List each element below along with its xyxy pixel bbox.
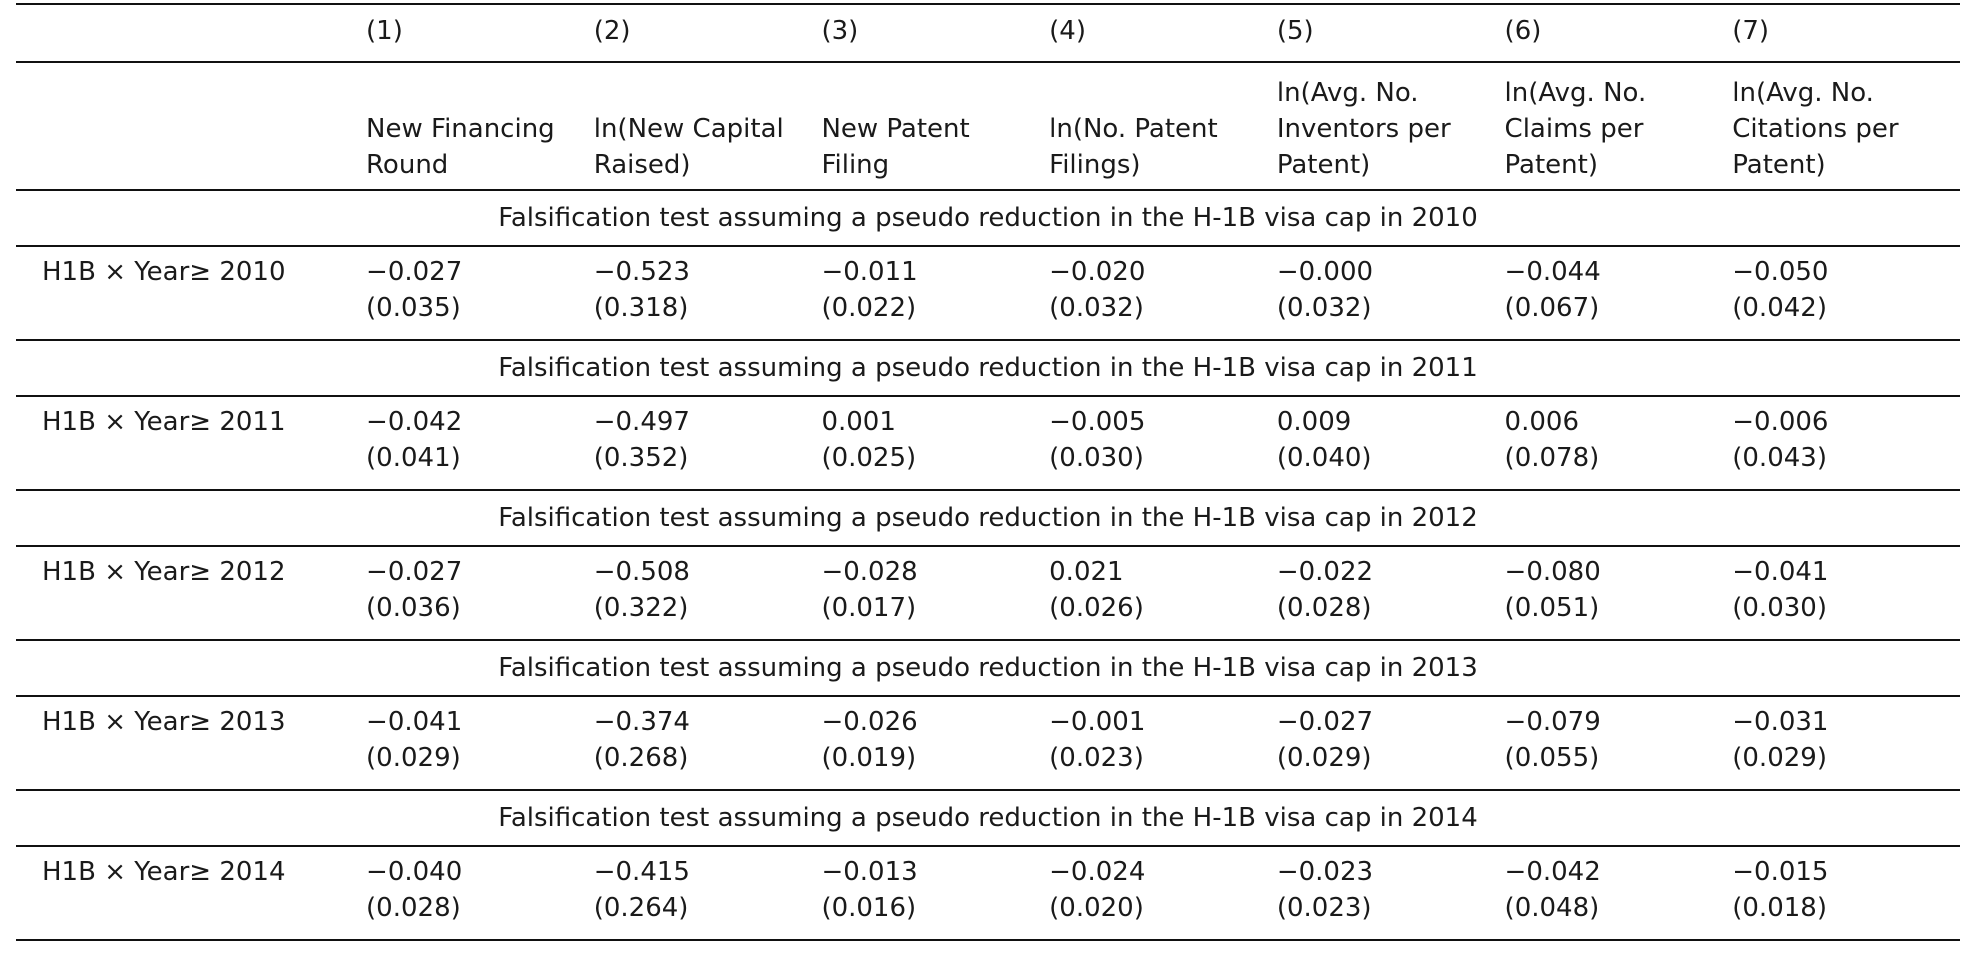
estimate-cell <box>1277 546 1505 640</box>
panel-title-row <box>16 190 1960 246</box>
coefficient-value: 0.006 <box>1504 407 1579 437</box>
standard-error-value: (0.042) <box>1732 293 1827 323</box>
empty-header-cell <box>16 62 366 190</box>
coefficient-value: −0.001 <box>1049 707 1146 737</box>
estimate-cell <box>1505 246 1733 340</box>
column-header <box>1049 62 1277 190</box>
column-number: (6) <box>1505 4 1733 62</box>
standard-error-value: (0.023) <box>1049 743 1144 773</box>
regression-table-container <box>16 3 1960 941</box>
column-header-line: New Financing <box>366 114 555 144</box>
standard-error-value: (0.019) <box>821 743 917 773</box>
column-number: (5) <box>1277 4 1505 62</box>
column-header-line: Patent) <box>1276 150 1371 180</box>
estimate-cell <box>821 696 1049 790</box>
column-header <box>366 62 594 190</box>
column-header-line: Patent) <box>1504 150 1598 180</box>
coefficient-value: −0.022 <box>1276 557 1374 587</box>
column-header-line: ln(New Capital <box>593 114 784 144</box>
standard-error-value: (0.025) <box>821 443 917 473</box>
panel-title-row <box>16 490 1960 546</box>
standard-error-value: (0.022) <box>821 293 917 323</box>
estimate-cell <box>1049 846 1277 940</box>
standard-error-value: (0.040) <box>1276 443 1372 473</box>
table-row <box>16 846 1960 940</box>
coefficient-value: −0.041 <box>1732 557 1829 587</box>
estimate-cell <box>1277 246 1505 340</box>
standard-error-value: (0.016) <box>821 893 917 923</box>
coefficient-value: −0.508 <box>593 557 690 587</box>
column-number: (1) <box>366 4 594 62</box>
coefficient-value: −0.044 <box>1504 257 1601 287</box>
panel-title: Falsification test assuming a pseudo reduction in the H-1B visa cap in 2013 <box>16 640 1960 696</box>
regression-table <box>16 3 1960 941</box>
coefficient-value: −0.023 <box>1276 857 1374 887</box>
estimate-cell <box>1505 546 1733 640</box>
coefficient-value: −0.523 <box>593 257 690 287</box>
standard-error-value: (0.018) <box>1732 893 1827 923</box>
standard-error-value: (0.020) <box>1049 893 1144 923</box>
estimate-cell <box>366 396 594 490</box>
table-row <box>16 396 1960 490</box>
coefficient-value: −0.040 <box>366 857 463 887</box>
coefficient-value: −0.497 <box>593 407 690 437</box>
panel-title-row <box>16 340 1960 396</box>
panel-title-row <box>16 790 1960 846</box>
coefficient-value: −0.042 <box>1504 857 1601 887</box>
estimate-cell <box>821 846 1049 940</box>
coefficient-value: −0.028 <box>821 557 918 587</box>
column-header-line: Patent) <box>1732 150 1826 180</box>
standard-error-value: (0.032) <box>1049 293 1144 323</box>
estimate-cell <box>1049 696 1277 790</box>
estimate-cell <box>1277 696 1505 790</box>
coefficient-value: −0.042 <box>366 407 463 437</box>
row-label: H1B × Year≥ 2012 <box>16 546 366 640</box>
standard-error-value: (0.318) <box>593 293 689 323</box>
standard-error-value: (0.264) <box>593 893 689 923</box>
standard-error-value: (0.023) <box>1276 893 1372 923</box>
column-header-line: Citations per <box>1732 114 1899 144</box>
standard-error-value: (0.017) <box>821 593 917 623</box>
panel-title-row <box>16 640 1960 696</box>
coefficient-value: −0.024 <box>1049 857 1146 887</box>
estimate-cell <box>1732 546 1960 640</box>
coefficient-value: −0.006 <box>1732 407 1829 437</box>
coefficient-value: 0.021 <box>1049 557 1124 587</box>
estimate-cell <box>366 696 594 790</box>
standard-error-value: (0.028) <box>366 893 461 923</box>
coefficient-value: −0.027 <box>366 257 463 287</box>
column-header-line: New Patent <box>821 114 970 144</box>
table-row <box>16 546 1960 640</box>
coefficient-value: −0.080 <box>1504 557 1601 587</box>
coefficient-value: −0.079 <box>1504 707 1601 737</box>
column-header <box>1277 62 1505 190</box>
estimate-cell <box>1505 696 1733 790</box>
column-header-line: Claims per <box>1504 114 1644 144</box>
estimate-cell <box>821 396 1049 490</box>
coefficient-value: −0.026 <box>821 707 918 737</box>
standard-error-value: (0.030) <box>1732 593 1827 623</box>
coefficient-value: 0.009 <box>1276 407 1352 437</box>
panel-title: Falsification test assuming a pseudo reduction in the H-1B visa cap in 2012 <box>16 490 1960 546</box>
estimate-cell <box>1732 846 1960 940</box>
empty-corner-cell <box>16 4 366 62</box>
table-row <box>16 696 1960 790</box>
column-header-row <box>16 62 1960 190</box>
estimate-cell <box>1049 246 1277 340</box>
estimate-cell <box>1732 696 1960 790</box>
panel-title: Falsification test assuming a pseudo reduction in the H-1B visa cap in 2010 <box>16 190 1960 246</box>
standard-error-value: (0.048) <box>1504 893 1600 923</box>
standard-error-value: (0.029) <box>1276 743 1372 773</box>
standard-error-value: (0.268) <box>593 743 689 773</box>
table-body <box>16 4 1960 940</box>
estimate-cell <box>1277 846 1505 940</box>
column-number-row <box>16 4 1960 62</box>
coefficient-value: −0.013 <box>821 857 918 887</box>
standard-error-value: (0.032) <box>1276 293 1372 323</box>
standard-error-value: (0.030) <box>1049 443 1144 473</box>
coefficient-value: −0.031 <box>1732 707 1829 737</box>
column-header <box>821 62 1049 190</box>
standard-error-value: (0.352) <box>593 443 689 473</box>
row-label: H1B × Year≥ 2011 <box>16 396 366 490</box>
estimate-cell <box>594 546 822 640</box>
estimate-cell <box>366 246 594 340</box>
estimate-cell <box>821 546 1049 640</box>
column-header-line: Raised) <box>593 150 691 180</box>
coefficient-value: −0.011 <box>821 257 918 287</box>
estimate-cell <box>594 846 822 940</box>
column-header-line: ln(No. Patent <box>1049 114 1218 144</box>
column-header-line: ln(Avg. No. <box>1732 78 1874 108</box>
standard-error-value: (0.035) <box>366 293 461 323</box>
standard-error-value: (0.036) <box>366 593 461 623</box>
standard-error-value: (0.322) <box>593 593 689 623</box>
column-header-line: ln(Avg. No. <box>1504 78 1647 108</box>
column-header-line: ln(Avg. No. <box>1276 78 1419 108</box>
coefficient-value: −0.015 <box>1732 857 1829 887</box>
column-header-line: Round <box>366 150 449 180</box>
standard-error-value: (0.067) <box>1504 293 1600 323</box>
estimate-cell <box>1277 396 1505 490</box>
coefficient-value: −0.374 <box>593 707 690 737</box>
standard-error-value: (0.055) <box>1504 743 1600 773</box>
estimate-cell <box>366 546 594 640</box>
coefficient-value: −0.050 <box>1732 257 1829 287</box>
estimate-cell <box>594 246 822 340</box>
standard-error-value: (0.051) <box>1504 593 1600 623</box>
row-label: H1B × Year≥ 2013 <box>16 696 366 790</box>
coefficient-value: −0.020 <box>1049 257 1146 287</box>
coefficient-value: −0.041 <box>366 707 463 737</box>
column-header <box>1732 62 1960 190</box>
estimate-cell <box>1732 246 1960 340</box>
column-number: (4) <box>1049 4 1277 62</box>
column-number: (2) <box>594 4 822 62</box>
column-header-line: Inventors per <box>1276 114 1451 144</box>
standard-error-value: (0.043) <box>1732 443 1827 473</box>
estimate-cell <box>1732 396 1960 490</box>
standard-error-value: (0.078) <box>1504 443 1600 473</box>
column-number: (3) <box>821 4 1049 62</box>
standard-error-value: (0.029) <box>366 743 461 773</box>
estimate-cell <box>1049 546 1277 640</box>
column-header <box>1505 62 1733 190</box>
row-label: H1B × Year≥ 2010 <box>16 246 366 340</box>
standard-error-value: (0.026) <box>1049 593 1144 623</box>
coefficient-value: −0.415 <box>593 857 690 887</box>
estimate-cell <box>1505 396 1733 490</box>
panel-title: Falsification test assuming a pseudo reduction in the H-1B visa cap in 2011 <box>16 340 1960 396</box>
estimate-cell <box>1049 396 1277 490</box>
column-number: (7) <box>1732 4 1960 62</box>
coefficient-value: 0.001 <box>821 407 896 437</box>
estimate-cell <box>366 846 594 940</box>
column-header-line: Filings) <box>1049 150 1141 180</box>
estimate-cell <box>594 396 822 490</box>
estimate-cell <box>821 246 1049 340</box>
row-label: H1B × Year≥ 2014 <box>16 846 366 940</box>
coefficient-value: −0.027 <box>366 557 463 587</box>
column-header <box>594 62 822 190</box>
coefficient-value: −0.005 <box>1049 407 1146 437</box>
column-header-line: Filing <box>821 150 890 180</box>
standard-error-value: (0.028) <box>1276 593 1372 623</box>
estimate-cell <box>1505 846 1733 940</box>
coefficient-value: −0.027 <box>1276 707 1374 737</box>
table-row <box>16 246 1960 340</box>
standard-error-value: (0.041) <box>366 443 461 473</box>
standard-error-value: (0.029) <box>1732 743 1827 773</box>
estimate-cell <box>594 696 822 790</box>
panel-title: Falsification test assuming a pseudo reduction in the H-1B visa cap in 2014 <box>16 790 1960 846</box>
coefficient-value: −0.000 <box>1276 257 1374 287</box>
